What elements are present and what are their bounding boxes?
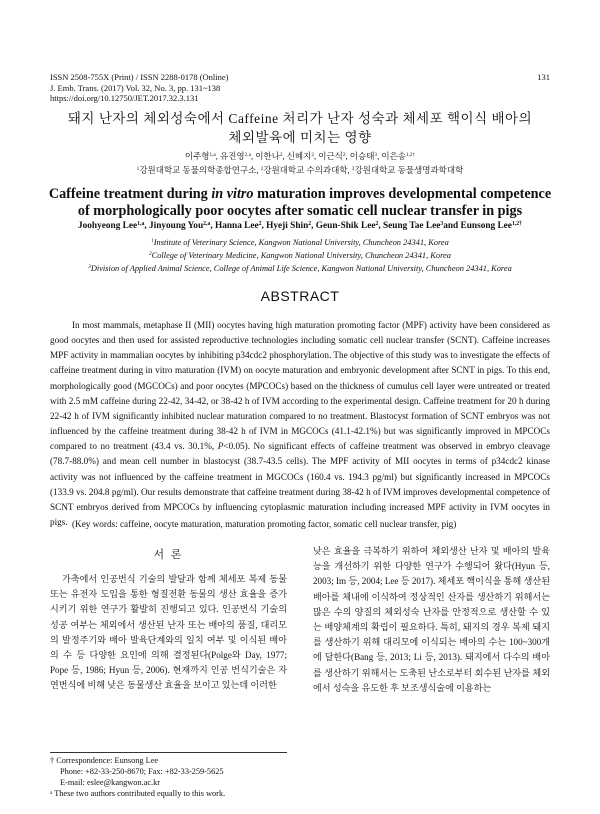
page-number: 131 xyxy=(537,72,550,82)
equal-contribution-note: ᵃ These two authors contributed equally to this work. xyxy=(50,789,226,798)
intro-right-column: 낮은 효율을 극복하기 위하여 체외생산 난자 및 배아의 발육능을 개선하기 위한 다양한 연구가 수행되어 왔다(Hyun 등, 2003; Im 등, 2004; Lee 등 2017). 체세포 핵이식을 통해 생산된 배아를 체내에 이식하여 정상적인 산자를 생산하기 위해서는 많은 수의 양질의 체외성숙 난자를 안정적으로 생산할 수 있는 배양체계의 확립이 필요하다. 특히, 돼지의 경우 복제 돼지를 생산하기 위해 대리모에 이식되는 배아의 수는 100~300개에 달한다(Bang 등, 2013; Li 등, 2013). 돼지에서 다수의 배아를 생산하기 위해서는 도축된 난소로부터 회수된 난자를 체외에서 성숙을 유도한 후 보조생식술에 이용하는 xyxy=(313,546,550,693)
doi-link[interactable]: https://doi.org/10.12750/JET.2017.32.3.131 xyxy=(50,93,199,103)
correspondence-line: † Correspondence: Eunsong Lee xyxy=(50,756,159,765)
section-heading-introduction: 서 론 xyxy=(153,549,184,561)
journal-citation: J. Emb. Trans. (2017) Vol. 32, No. 3, pp. 131~138 xyxy=(50,82,221,93)
korean-authors: 이주형$^{1,a}$, 유진영$^{2,a}$, 이한나$^2$, 신혜지$^2$, 이근식$^2$, 이승태$^3$, 이은송$^{1,2\dagger}$ xyxy=(184,151,416,161)
abstract-body: In most mammals, metaphase II (MII) oocytes having high maturation promoting factor (MPF) activity have been considered as good oocytes and then used for assisted reproductive technologies including somatic cell nuclear transfer (SCNT). Caffeine increases MPF activity in mammalian oocytes by inhibiting p34cdc2 phosphorylation. The objective of this study was to investigate the effects of caffeine treatment during in vitro maturation (IVM) on oocyte maturation and embryonic development after SCNT in pigs. To this end, morphologically good (MGCOCs) and poor oocytes (MPCOCs) based on the thickness of cumulus cell layer were untreated or treated with 2.5 mM caffeine during 22-42, 34-42, or 38-42 h of IVM according to the experimental design. Caffeine treatment for 20 h during 22-42 h of IVM significantly inhibited nuclear maturation compared to no treatment. Blastocyst formation of SCNT embryos was not influenced by the caffeine treatment during 38-42 h of IVM in MGCOCs (41.1-42.1%) but was significantly improved in MPCOCs compared to no treatment (43.4 vs. 30.1%, P<0.05). No significant effects of caffeine treatment was observed in embryo cleavage (78.7-88.0%) and mean cell number in blastocyst (38.7-43.5 cells). The MPF activity of MII oocytes in terms of p34cdc2 kinase activity was not influenced by the caffeine treatment in MGCOCs (160.4 vs. 194.3 pg/ml) but significantly increased in MPCOCs (133.9 vs. 204.8 pg/ml). Our results demonstrate that caffeine treatment during 38-42 h of IVM improves developmental competence of SCNT embryos derived from MPCOCs by influencing cytoplasmic maturation including increased MPF activity in IVM oocytes in pigs. xyxy=(50,320,550,528)
footnote-divider xyxy=(50,752,287,753)
intro-left-column: 가축에서 인공번식 기술의 발달과 함께 체세포 복제 동물 또는 유전자 도입을 통한 형질전환 동물의 생산 효율을 증가시키기 위한 연구가 활발히 진행되고 있다. 인공번식 기술의 성공 여부는 체외에서 생산된 난자 또는 배아의 품질, 대리모의 발정주기와 배아 발육단계와의 일치 여부 및 이식된 배아의 수 등 다양한 요인에 의해 결정된다(Polge와 Day, 1977; Pope 등, 1986; Hyun 등, 2006). 현재까지 인공 번식기술은 자연번식에 비해 낮은 동물생산 효율을 보이고 있는데 이러한 xyxy=(50,574,287,691)
affiliation-2: $^2$College of Veterinary Medicine, Kangwon National University, Chuncheon 24341, Korea xyxy=(149,251,451,260)
keywords: (Key words: caffeine, oocyte maturation, maturation promoting factor, somatic cell nuclear transfer, pig) xyxy=(72,519,457,529)
issn-line: ISSN 2508-755X (Print) / ISSN 2288-0178 (Online) xyxy=(50,72,229,82)
korean-title-line-2: 체외발육에 미치는 영향 xyxy=(228,130,372,145)
affiliation-3: $^3$Division of Applied Animal Science, College of Animal Life Science, Kangwon National University, Chuncheon 24341, Korea xyxy=(88,264,512,273)
phone-line: Phone: +82-33-250-8670; Fax: +82-33-259-5625 xyxy=(60,767,224,776)
english-authors: Joohyeong Lee$^{1,a}$, Jinyoung You$^{2,a}$, Hanna Lee$^2$, Hyeji Shin$^2$, Geun-Shik Lee$^2$, Seung Tae Lee$^3$and Eunsong Lee$^{1,2\dagger}$ xyxy=(77,220,523,231)
korean-title-line-1: 돼지 난자의 체외성숙에서 Caffeine 처리가 난자 성숙과 체세포 핵이식 배아의 xyxy=(67,111,533,126)
korean-title xyxy=(0,109,600,147)
running-header xyxy=(50,72,229,104)
english-title-line-2: of morphologically poor oocytes after somatic cell nuclear transfer in pigs xyxy=(77,203,523,219)
email-line[interactable]: E-mail: eslee@kangwon.ac.kr xyxy=(60,778,161,787)
abstract-heading: ABSTRACT xyxy=(260,288,340,304)
footnotes xyxy=(50,755,225,799)
english-title-line-1: Caffeine treatment during in vitro maturation improves developmental competence xyxy=(48,186,552,202)
korean-authors-block xyxy=(0,149,600,177)
affiliation-1: $^1$Institute of Veterinary Science, Kangwon National University, Chuncheon 24341, Korea xyxy=(151,238,449,247)
korean-affiliations: $^1$강원대학교 동물의학종합연구소, $^2$강원대학교 수의과대학, $^3$강원대학교 동물생명과학대학 xyxy=(136,165,464,175)
english-title xyxy=(30,186,570,220)
